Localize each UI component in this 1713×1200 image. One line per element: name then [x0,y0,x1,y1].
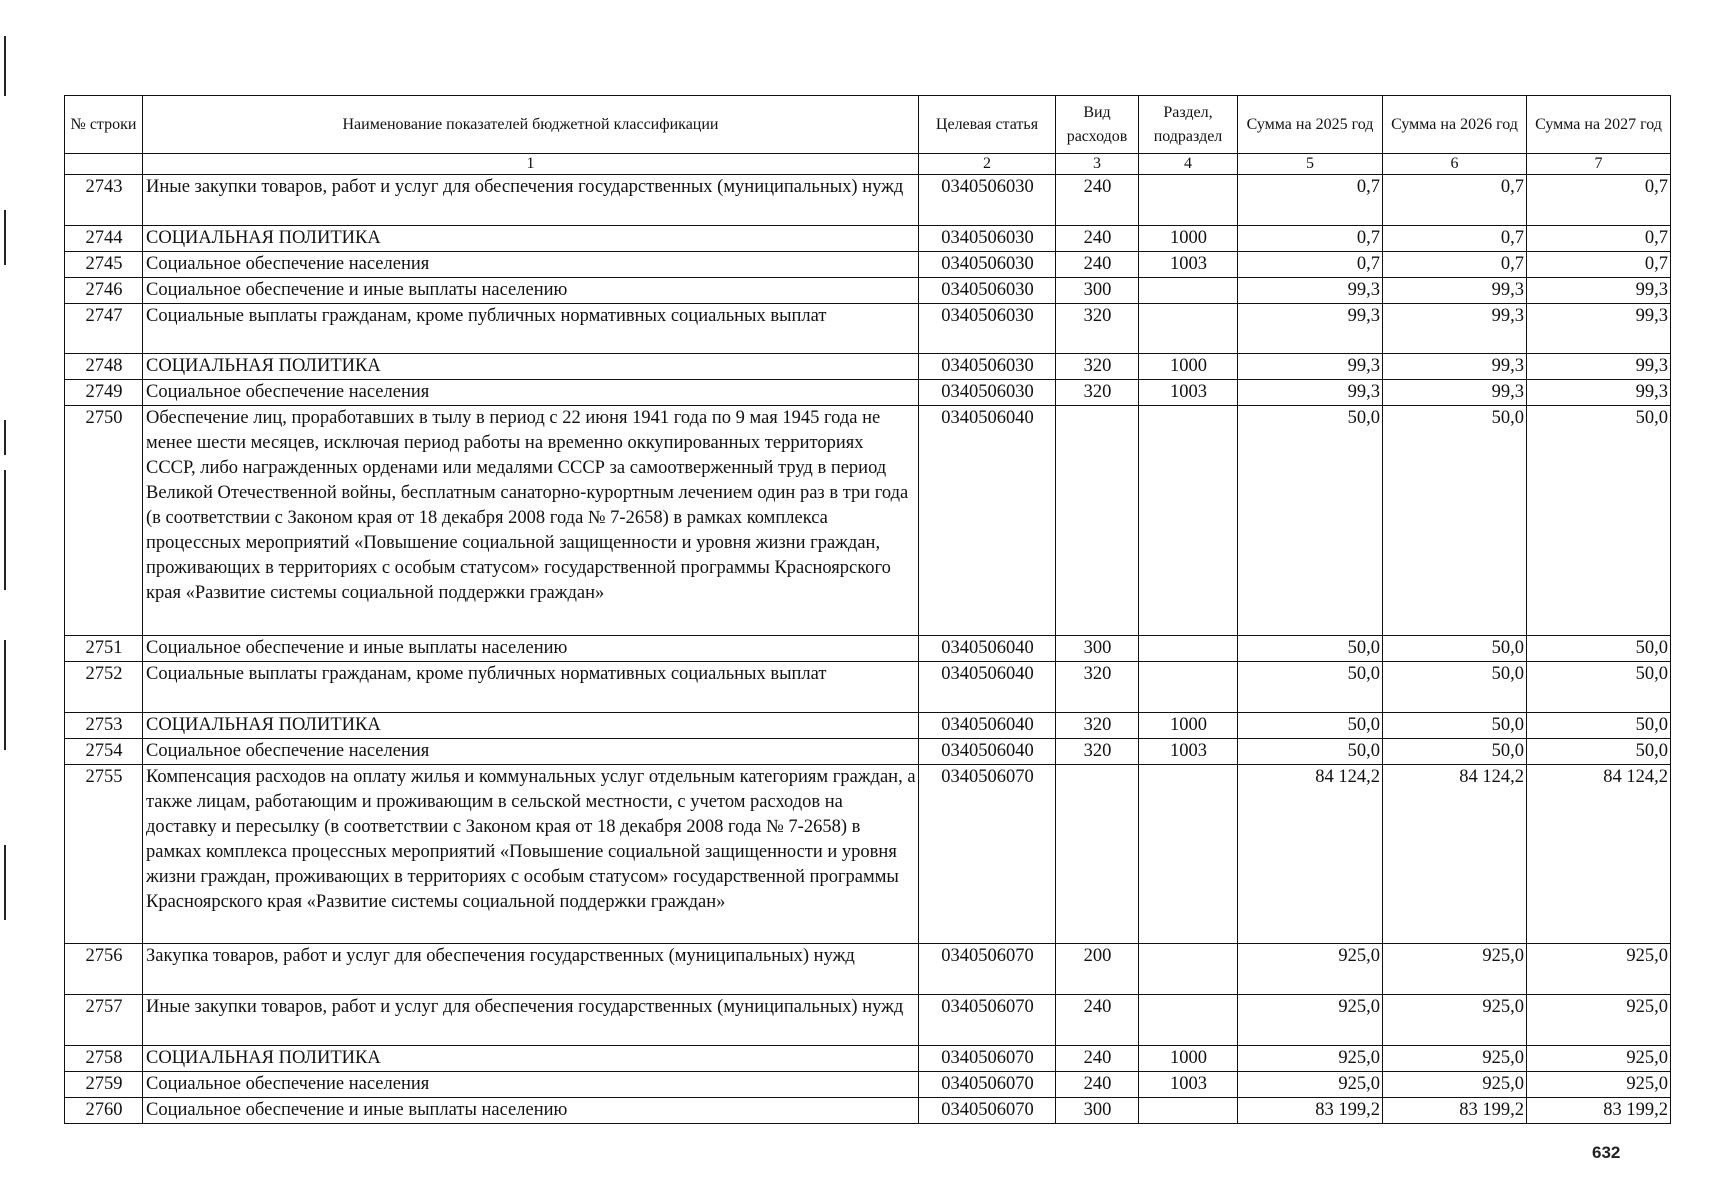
scan-edge-mark [4,210,6,265]
row-number: 2745 [65,252,143,278]
expense-kind: 320 [1056,354,1139,380]
target-article: 0340506040 [919,636,1056,662]
target-article: 0340506070 [919,944,1056,995]
sum-2025: 50,0 [1238,406,1383,636]
section-code: 1003 [1139,252,1238,278]
scan-edge-mark [4,36,6,96]
expense-kind: 240 [1056,175,1139,226]
target-article: 0340506040 [919,739,1056,765]
expense-kind: 300 [1056,278,1139,304]
sum-2026: 925,0 [1383,1046,1527,1072]
sum-2027: 99,3 [1527,304,1671,354]
section-code [1139,1098,1238,1124]
column-number-row [65,154,1671,175]
sum-2027: 925,0 [1527,944,1671,995]
indicator-name: Обеспечение лиц, проработавших в тылу в период с 22 июня 1941 года по 9 мая 1945 года не менее шести месяцев, исключая период работы на временно оккупированных территориях СССР, либо награжденных орденами или медалями СССР за самоотверженный труд в период Великой Отечественной войны, бесплатным санаторно-курортным лечением один раз в три года (в соответствии с Законом края от 18 декабря 2008 года № 7-2658) в рамках комплекса процессных мероприятий «Повышение социальной защищенности и уровня жизни граждан, проживающих в территориях с особым статусом» государственной программы Красноярского края «Развитие системы социальной поддержки граждан» [143,406,919,636]
table-row [65,765,1671,944]
sum-2027: 83 199,2 [1527,1098,1671,1124]
sum-2026: 925,0 [1383,944,1527,995]
sum-2027: 0,7 [1527,252,1671,278]
header-row-number: № строки [65,96,143,154]
indicator-name: Социальное обеспечение и иные выплаты населению [143,1098,919,1124]
sum-2027: 925,0 [1527,995,1671,1046]
sum-2025: 925,0 [1238,995,1383,1046]
target-article: 0340506070 [919,995,1056,1046]
sum-2026: 925,0 [1383,1072,1527,1098]
section-code: 1000 [1139,226,1238,252]
row-number: 2751 [65,636,143,662]
section-code [1139,944,1238,995]
sum-2026: 99,3 [1383,278,1527,304]
header-target-article: Целевая статья [919,96,1056,154]
target-article: 0340506040 [919,406,1056,636]
section-code: 1003 [1139,1072,1238,1098]
row-number: 2752 [65,662,143,713]
indicator-name: СОЦИАЛЬНАЯ ПОЛИТИКА [143,1046,919,1072]
indicator-name: СОЦИАЛЬНАЯ ПОЛИТИКА [143,354,919,380]
scan-edge-mark [4,845,6,920]
sum-2026: 50,0 [1383,406,1527,636]
sum-2026: 50,0 [1383,713,1527,739]
table-row [65,1072,1671,1098]
table-row [65,226,1671,252]
row-number: 2756 [65,944,143,995]
section-code [1139,175,1238,226]
expense-kind: 320 [1056,713,1139,739]
sum-2027: 99,3 [1527,278,1671,304]
scan-edge-mark [4,640,6,750]
sum-2027: 99,3 [1527,380,1671,406]
table-row [65,995,1671,1046]
expense-kind: 320 [1056,304,1139,354]
section-code: 1003 [1139,380,1238,406]
section-code [1139,278,1238,304]
indicator-name: Социальные выплаты гражданам, кроме публичных нормативных социальных выплат [143,662,919,713]
row-number: 2743 [65,175,143,226]
expense-kind [1056,406,1139,636]
target-article: 0340506030 [919,226,1056,252]
row-number: 2754 [65,739,143,765]
expense-kind: 240 [1056,1072,1139,1098]
section-code [1139,406,1238,636]
table-row [65,944,1671,995]
header-sum-2026: Сумма на 2026 год [1383,96,1527,154]
row-number: 2755 [65,765,143,944]
expense-kind: 320 [1056,662,1139,713]
sum-2026: 84 124,2 [1383,765,1527,944]
sum-2027: 925,0 [1527,1046,1671,1072]
row-number: 2746 [65,278,143,304]
table-row [65,1098,1671,1124]
table-row [65,662,1671,713]
section-code: 1003 [1139,739,1238,765]
target-article: 0340506030 [919,354,1056,380]
sum-2026: 925,0 [1383,995,1527,1046]
indicator-name: Закупка товаров, работ и услуг для обеспечения государственных (муниципальных) нужд [143,944,919,995]
sum-2026: 83 199,2 [1383,1098,1527,1124]
row-number: 2759 [65,1072,143,1098]
column-number: 1 [143,154,919,175]
sum-2026: 0,7 [1383,175,1527,226]
table-row [65,252,1671,278]
sum-2027: 50,0 [1527,662,1671,713]
row-number: 2760 [65,1098,143,1124]
row-number: 2750 [65,406,143,636]
sum-2027: 50,0 [1527,406,1671,636]
target-article: 0340506070 [919,1072,1056,1098]
sum-2026: 99,3 [1383,304,1527,354]
expense-kind: 240 [1056,226,1139,252]
section-code: 1000 [1139,1046,1238,1072]
table-row [65,278,1671,304]
indicator-name: Социальное обеспечение и иные выплаты населению [143,278,919,304]
sum-2025: 0,7 [1238,175,1383,226]
table-row [65,380,1671,406]
sum-2026: 0,7 [1383,226,1527,252]
table-row [65,739,1671,765]
indicator-name: Социальное обеспечение населения [143,739,919,765]
indicator-name: СОЦИАЛЬНАЯ ПОЛИТИКА [143,226,919,252]
sum-2027: 0,7 [1527,226,1671,252]
indicator-name: Социальное обеспечение и иные выплаты населению [143,636,919,662]
sum-2025: 0,7 [1238,252,1383,278]
sum-2027: 925,0 [1527,1072,1671,1098]
table-row [65,354,1671,380]
table-row [65,636,1671,662]
table-body [65,175,1671,1124]
column-number: 6 [1383,154,1527,175]
target-article: 0340506030 [919,252,1056,278]
header-expense-kind: Вид расходов [1056,96,1139,154]
row-number: 2748 [65,354,143,380]
indicator-name: Компенсация расходов на оплату жилья и коммунальных услуг отдельным категориям граждан, а также лицам, работающим и проживающим в сельской местности, с учетом расходов на доставку и пересылку (в соответствии с Законом края от 18 декабря 2008 года № 7-2658) в рамках комплекса процессных мероприятий «Повышение социальной защищенности и уровня жизни граждан, проживающих в территориях с особым статусом» государственной программы Красноярского края «Развитие системы социальной поддержки граждан» [143,765,919,944]
sum-2026: 50,0 [1383,739,1527,765]
section-code [1139,765,1238,944]
sum-2027: 99,3 [1527,354,1671,380]
sum-2027: 0,7 [1527,175,1671,226]
expense-kind: 240 [1056,995,1139,1046]
header-sum-2025: Сумма на 2025 год [1238,96,1383,154]
expense-kind [1056,765,1139,944]
section-code [1139,995,1238,1046]
row-number: 2753 [65,713,143,739]
sum-2025: 925,0 [1238,1072,1383,1098]
sum-2025: 50,0 [1238,739,1383,765]
section-code: 1000 [1139,354,1238,380]
scan-edge-mark [4,470,6,590]
row-number: 2757 [65,995,143,1046]
column-number: 4 [1139,154,1238,175]
table-header-row [65,96,1671,154]
sum-2025: 0,7 [1238,226,1383,252]
target-article: 0340506040 [919,662,1056,713]
expense-kind: 300 [1056,636,1139,662]
header-section: Раздел, подраздел [1139,96,1238,154]
sum-2027: 50,0 [1527,636,1671,662]
column-number-blank [65,154,143,175]
expense-kind: 200 [1056,944,1139,995]
indicator-name: Социальное обеспечение населения [143,380,919,406]
indicator-name: Социальные выплаты гражданам, кроме публичных нормативных социальных выплат [143,304,919,354]
target-article: 0340506070 [919,765,1056,944]
scan-edge-mark [4,420,6,455]
sum-2026: 50,0 [1383,636,1527,662]
table-row [65,304,1671,354]
sum-2025: 99,3 [1238,354,1383,380]
sum-2026: 0,7 [1383,252,1527,278]
row-number: 2758 [65,1046,143,1072]
table-row [65,175,1671,226]
sum-2025: 50,0 [1238,636,1383,662]
sum-2027: 50,0 [1527,739,1671,765]
indicator-name: Социальное обеспечение населения [143,252,919,278]
sum-2025: 925,0 [1238,944,1383,995]
sum-2025: 83 199,2 [1238,1098,1383,1124]
column-number: 7 [1527,154,1671,175]
column-number: 2 [919,154,1056,175]
sum-2025: 84 124,2 [1238,765,1383,944]
target-article: 0340506030 [919,278,1056,304]
sum-2026: 99,3 [1383,354,1527,380]
table-row [65,1046,1671,1072]
header-name: Наименование показателей бюджетной классификации [143,96,919,154]
table-row [65,713,1671,739]
row-number: 2749 [65,380,143,406]
sum-2027: 84 124,2 [1527,765,1671,944]
sum-2026: 99,3 [1383,380,1527,406]
sum-2025: 50,0 [1238,713,1383,739]
expense-kind: 320 [1056,380,1139,406]
expense-kind: 300 [1056,1098,1139,1124]
column-number: 3 [1056,154,1139,175]
section-code [1139,636,1238,662]
header-sum-2027: Сумма на 2027 год [1527,96,1671,154]
sum-2027: 50,0 [1527,713,1671,739]
sum-2025: 99,3 [1238,380,1383,406]
expense-kind: 240 [1056,252,1139,278]
section-code: 1000 [1139,713,1238,739]
sum-2025: 925,0 [1238,1046,1383,1072]
page-number: 632 [1592,1143,1621,1162]
indicator-name: Иные закупки товаров, работ и услуг для обеспечения государственных (муниципальных) нужд [143,995,919,1046]
section-code [1139,304,1238,354]
indicator-name: Иные закупки товаров, работ и услуг для обеспечения государственных (муниципальных) нужд [143,175,919,226]
target-article: 0340506030 [919,304,1056,354]
row-number: 2747 [65,304,143,354]
target-article: 0340506070 [919,1098,1056,1124]
expense-kind: 240 [1056,1046,1139,1072]
budget-table [64,95,1671,1124]
indicator-name: Социальное обеспечение населения [143,1072,919,1098]
indicator-name: СОЦИАЛЬНАЯ ПОЛИТИКА [143,713,919,739]
sum-2025: 99,3 [1238,278,1383,304]
target-article: 0340506040 [919,713,1056,739]
target-article: 0340506070 [919,1046,1056,1072]
sum-2026: 50,0 [1383,662,1527,713]
sum-2025: 99,3 [1238,304,1383,354]
section-code [1139,662,1238,713]
target-article: 0340506030 [919,380,1056,406]
table-row [65,406,1671,636]
expense-kind: 320 [1056,739,1139,765]
target-article: 0340506030 [919,175,1056,226]
sum-2025: 50,0 [1238,662,1383,713]
column-number: 5 [1238,154,1383,175]
row-number: 2744 [65,226,143,252]
